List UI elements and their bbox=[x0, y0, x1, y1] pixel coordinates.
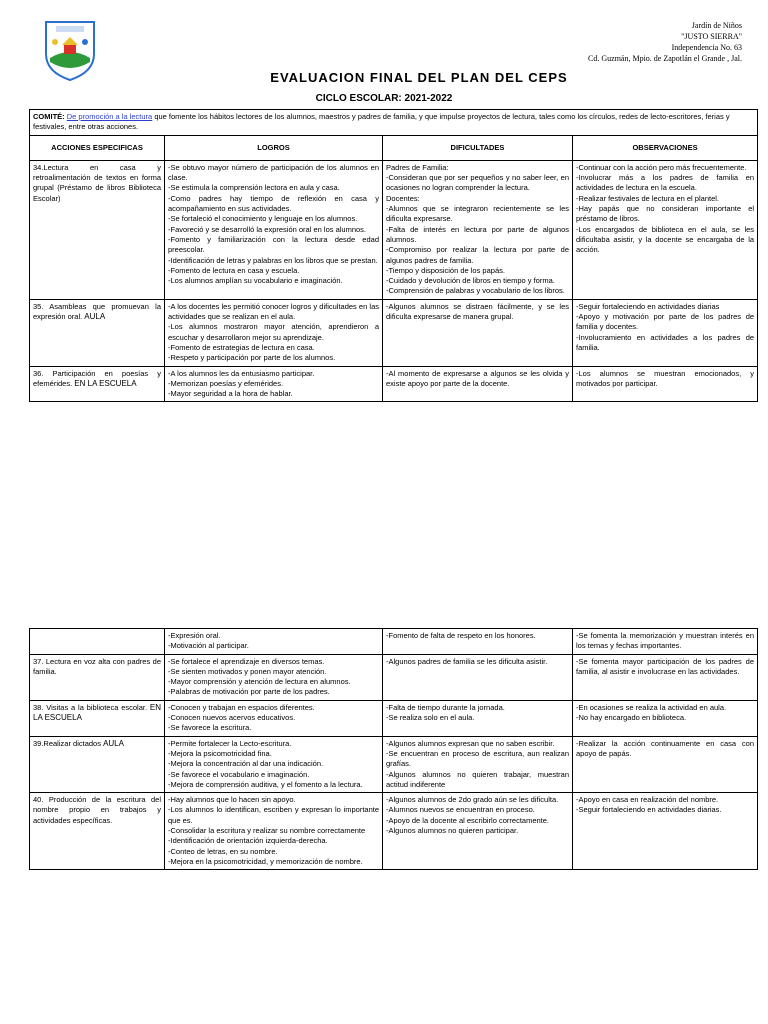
action-cell bbox=[30, 700, 165, 736]
dificultades-item: -Alumnos que se integraron recientemente se les dificulta expresarse. bbox=[386, 204, 569, 224]
observaciones-item: -Involucramiento en actividades a los padres de familia. bbox=[576, 332, 755, 352]
action-text: 36. Participación en poesías y efemérides. bbox=[33, 368, 161, 388]
table-row bbox=[30, 700, 758, 736]
dificultades-item: -Alumnos nuevos se encuentran en proceso. bbox=[386, 805, 535, 815]
dificultades-cell bbox=[383, 299, 573, 366]
logros-item: -Expresión oral. bbox=[168, 631, 221, 640]
logros-item: -Mejora en la psicomotricidad, y memorización de nombre. bbox=[168, 856, 363, 866]
observaciones-cell bbox=[573, 736, 758, 792]
logros-item: -Fomento y familiarización con la lectura desde edad preescolar. bbox=[168, 234, 379, 255]
logros-item: -A los alumnos les da entusiasmo participar. bbox=[168, 368, 315, 378]
column-header: DIFICULTADES bbox=[383, 135, 573, 160]
table-row bbox=[30, 629, 758, 655]
logros-item: -Se estimula la comprensión lectora en aula y casa. bbox=[168, 183, 340, 193]
action-cell bbox=[30, 793, 165, 870]
logros-item: -Se fortaleció el conocimiento y lenguaje en los alumnos. bbox=[168, 214, 358, 224]
school-line: Cd. Guzmán, Mpio. de Zapotlán el Grande , Jal. bbox=[588, 54, 742, 63]
action-text: 39.Realizar dictados bbox=[33, 738, 101, 748]
dificultades-cell bbox=[383, 160, 573, 299]
logros-item: -Identificación de orientación izquierda-derecha. bbox=[168, 836, 328, 846]
logros-item: -Mejora de comprensión auditiva, y el fomento a la lectura. bbox=[168, 779, 363, 789]
school-line: Independencia No. 63 bbox=[671, 43, 742, 52]
dificultades-item: -Comprensión de palabras y vocabulario de los libros. bbox=[386, 286, 565, 296]
dificultades-item: Docentes: bbox=[386, 193, 420, 203]
document-subtitle: CICLO ESCOLAR: 2021-2022 bbox=[315, 93, 453, 104]
dificultades-item: -Falta de interés en lectura por parte de algunos alumnos. bbox=[386, 224, 569, 244]
dificultades-cell bbox=[383, 366, 573, 402]
dificultades-item: -Se realiza solo en el aula. bbox=[386, 713, 475, 723]
dificultades-item: -Fomento de falta de respeto en los honores. bbox=[386, 631, 536, 640]
logros-item: -Memorizan poesías y efemérides. bbox=[168, 378, 284, 388]
action-tag: EN LA ESCUELA bbox=[74, 378, 137, 388]
observaciones-item: -Continuar con la acción pero más frecuentemente. bbox=[576, 162, 747, 172]
dificultades-item: -Algunos alumnos no quieren participar. bbox=[386, 826, 519, 836]
logros-item: -Conteo de letras, en su nombre. bbox=[168, 846, 278, 856]
logros-item: -Se fortalece el aprendizaje en diversos temas. bbox=[168, 656, 325, 666]
logros-item: -Fomento de estrategias de lectura en casa. bbox=[168, 342, 315, 352]
logros-item: -Respeto y participación por parte de los alumnos. bbox=[168, 353, 336, 363]
action-cell bbox=[30, 366, 165, 402]
dificultades-item: -Algunos alumnos expresan que no saben escribir. bbox=[386, 738, 555, 748]
logros-item: -A los docentes les permitió conocer logros y dificultades en las actividades que se realizan en el aula. bbox=[168, 301, 379, 322]
observaciones-cell bbox=[573, 160, 758, 299]
committee-link[interactable]: De promoción a la lectura bbox=[66, 112, 153, 121]
dificultades-cell bbox=[383, 736, 573, 792]
action-text: 34.Lectura en casa y retroalimentación de textos en forma grupal (Préstamo de libros Biblioteca Escolar) bbox=[33, 162, 161, 203]
logros-item: -Se obtuvo mayor número de participación de los alumnos en clase. bbox=[168, 162, 379, 183]
logros-item: -Mayor seguridad a la hora de hablar. bbox=[168, 389, 293, 399]
header-row bbox=[30, 135, 758, 160]
logros-item: -Mayor comprensión y atención de lectura en alumnos. bbox=[168, 677, 351, 687]
action-tag: EN LA ESCUELA bbox=[33, 702, 161, 723]
column-header: OBSERVACIONES bbox=[573, 135, 758, 160]
logros-item: -Se sienten motivados y ponen mayor atención. bbox=[168, 666, 327, 676]
observaciones-item: -Hay papás que no consideran importante el préstamo de libros. bbox=[576, 204, 755, 224]
dificultades-item: -Apoyo de la docente al escribirlo correctamente. bbox=[386, 815, 550, 825]
logros-item: -Fomento de lectura en casa y escuela. bbox=[168, 265, 300, 275]
action-text: 40. Producción de la escritura del nombre propio en trabajos y actividades específicas. bbox=[33, 795, 161, 825]
action-cell bbox=[30, 299, 165, 366]
logros-item: -Los alumnos lo identifican, escriben y expresan lo importante que es. bbox=[168, 805, 379, 825]
logros-cell bbox=[165, 700, 383, 736]
table-row bbox=[30, 793, 758, 870]
dificultades-item: -Algunos alumnos se distraen fácilmente, y se les dificulta expresarse de manera grupal. bbox=[386, 301, 569, 322]
action-text: 35. Asambleas que promuevan la expresión oral. bbox=[33, 301, 161, 322]
action-cell bbox=[30, 629, 165, 655]
dificultades-cell bbox=[383, 700, 573, 736]
evaluation-table-continued bbox=[29, 628, 758, 870]
logros-item: -Se favorece el vocabulario e imaginación. bbox=[168, 769, 310, 779]
column-header: ACCIONES ESPECIFICAS bbox=[30, 135, 165, 160]
table-row bbox=[30, 654, 758, 700]
observaciones-cell bbox=[573, 299, 758, 366]
action-cell bbox=[30, 736, 165, 792]
dificultades-cell bbox=[383, 654, 573, 700]
logros-item: -Palabras de motivación por parte de los padres. bbox=[168, 687, 330, 697]
observaciones-item: -Realizar festivales de lectura en el plantel. bbox=[576, 193, 719, 203]
logros-item: -Se favorece la escritura. bbox=[168, 723, 252, 733]
committee-text: que fomente los hábitos lectores de los alumnos, maestros y padres de familia, y que impulse proyectos de lectura, tales como los círculos, redes de lecto-escritores, ferias y festivales, entre otras acciones. bbox=[33, 112, 730, 132]
dificultades-cell bbox=[383, 793, 573, 870]
observaciones-item: -Se fomenta la memorización y muestran interés en los temas y fechas importantes. bbox=[576, 631, 754, 651]
dificultades-item: -Al momento de expresarse a algunos se les olvida y existe apoyo por parte de la docente. bbox=[386, 368, 569, 388]
logros-item: -Motivación al participar. bbox=[168, 641, 249, 651]
observaciones-cell bbox=[573, 654, 758, 700]
observaciones-item: -Apoyo en casa en realización del nombre. bbox=[576, 795, 719, 805]
observaciones-item: -Seguir fortaleciendo en actividades diarias bbox=[576, 301, 720, 311]
school-line: Jardín de Niños bbox=[691, 21, 742, 30]
logros-item: -Consolidar la escritura y realizar su nombre correctamente bbox=[168, 826, 366, 836]
action-cell bbox=[30, 160, 165, 299]
observaciones-cell bbox=[573, 793, 758, 870]
logros-item: -Permite fortalecer la Lecto-escritura. bbox=[168, 738, 292, 748]
logros-item: -Conocen nuevos acervos educativos. bbox=[168, 713, 296, 723]
document-title: EVALUACION FINAL DEL PLAN DEL CEPS bbox=[270, 70, 568, 85]
logros-item: -Hay alumnos que lo hacen sin apoyo. bbox=[168, 795, 296, 805]
logros-cell bbox=[165, 366, 383, 402]
action-text: 38. Visitas a la biblioteca escolar. bbox=[33, 702, 148, 712]
observaciones-item: -Realizar la acción continuamente en casa con apoyo de papás. bbox=[576, 738, 754, 758]
action-cell bbox=[30, 654, 165, 700]
committee-row bbox=[30, 110, 758, 136]
dificultades-item: -Falta de tiempo durante la jornada. bbox=[386, 702, 505, 712]
logros-cell bbox=[165, 736, 383, 792]
dificultades-item: -Se encuentran en proceso de escritura, aun realizan grafías. bbox=[386, 748, 569, 769]
observaciones-item: -Se fomenta mayor participación de los padres de familia, al asistir e involucrase en las actividades. bbox=[576, 656, 754, 676]
observaciones-item: -Apoyo y motivación por parte de los padres de familia y docentes. bbox=[576, 312, 755, 332]
logros-item: -Los alumnos amplían su vocabulario e imaginación. bbox=[168, 276, 343, 286]
action-tag: AULA bbox=[84, 312, 106, 322]
dificultades-item: Padres de Familia: bbox=[386, 162, 449, 172]
table-body bbox=[30, 160, 758, 402]
logros-item: -Conocen y trabajan en espacios diferentes. bbox=[168, 702, 315, 712]
observaciones-cell bbox=[573, 700, 758, 736]
dificultades-cell bbox=[383, 629, 573, 655]
logros-cell bbox=[165, 654, 383, 700]
dificultades-item: -Cuidado y devolución de libros en tiempo y forma. bbox=[386, 276, 555, 286]
logros-cell bbox=[165, 629, 383, 655]
logros-item: -Los alumnos mostraron mayor atención, aprendieron a escuchar y desarrollaron mejor su aprendizaje. bbox=[168, 322, 379, 342]
dificultades-item: -Compromiso por realizar la lectura por parte de algunos padres de familia. bbox=[386, 245, 569, 265]
table-row bbox=[30, 736, 758, 792]
school-line: "JUSTO SIERRA" bbox=[681, 32, 742, 41]
logros-item: -Mejora la concentración al dar una indicación. bbox=[168, 759, 324, 769]
action-text: 37. Lectura en voz alta con padres de familia. bbox=[33, 656, 161, 676]
school-info bbox=[588, 20, 742, 64]
action-tag: AULA bbox=[103, 738, 124, 748]
table-row bbox=[30, 299, 758, 366]
logros-item: -Identificación de letras y palabras en los libros que se prestan. bbox=[168, 255, 378, 265]
evaluation-table bbox=[29, 109, 758, 402]
logros-cell bbox=[165, 793, 383, 870]
observaciones-item: -Seguir fortaleciendo en actividades diarias. bbox=[576, 805, 722, 815]
table-row bbox=[30, 160, 758, 299]
column-header: LOGROS bbox=[165, 135, 383, 160]
logros-cell bbox=[165, 160, 383, 299]
observaciones-item: -En ocasiones se realiza la actividad en aula. bbox=[576, 702, 727, 712]
logros-item: -Mejora la psicomotricidad fina. bbox=[168, 748, 272, 758]
logros-item: -Como padres hay tiempo de reflexión en casa y acompañamiento en sus actividades. bbox=[168, 193, 379, 214]
dificultades-item: -Consideran que por ser pequeños y no saber leer, en ocasiones no logran comprender la lectura. bbox=[386, 173, 569, 193]
logros-item: -Favoreció y se desarrolló la expresión oral en los alumnos. bbox=[168, 224, 367, 234]
dificultades-item: -Algunos alumnos no quieren trabajar, muestran actitud indiferente bbox=[386, 769, 569, 789]
observaciones-cell bbox=[573, 366, 758, 402]
observaciones-item: -Los alumnos se muestran emocionados, y motivados por participar. bbox=[576, 368, 755, 388]
table-row bbox=[30, 366, 758, 402]
committee-label: COMITÉ: bbox=[33, 112, 65, 121]
observaciones-item: -Los encargados de biblioteca en el aula, se les dificultaba asistir, y la docente se encargaba de la acción. bbox=[576, 224, 755, 255]
observaciones-item: -Involucrar más a los padres de familia en actividades de lectura en la escuela. bbox=[576, 173, 755, 193]
observaciones-item: -No hay encargado en biblioteca. bbox=[576, 713, 687, 723]
committee-cell bbox=[30, 110, 758, 136]
dificultades-item: -Algunos padres de familia se les dificulta asistir. bbox=[386, 656, 548, 666]
table-body bbox=[30, 629, 758, 870]
observaciones-cell bbox=[573, 629, 758, 655]
logros-cell bbox=[165, 299, 383, 366]
dificultades-item: -Algunos alumnos de 2do grado aún se les dificulta. bbox=[386, 795, 559, 805]
dificultades-item: -Tiempo y disposición de los papás. bbox=[386, 265, 505, 275]
